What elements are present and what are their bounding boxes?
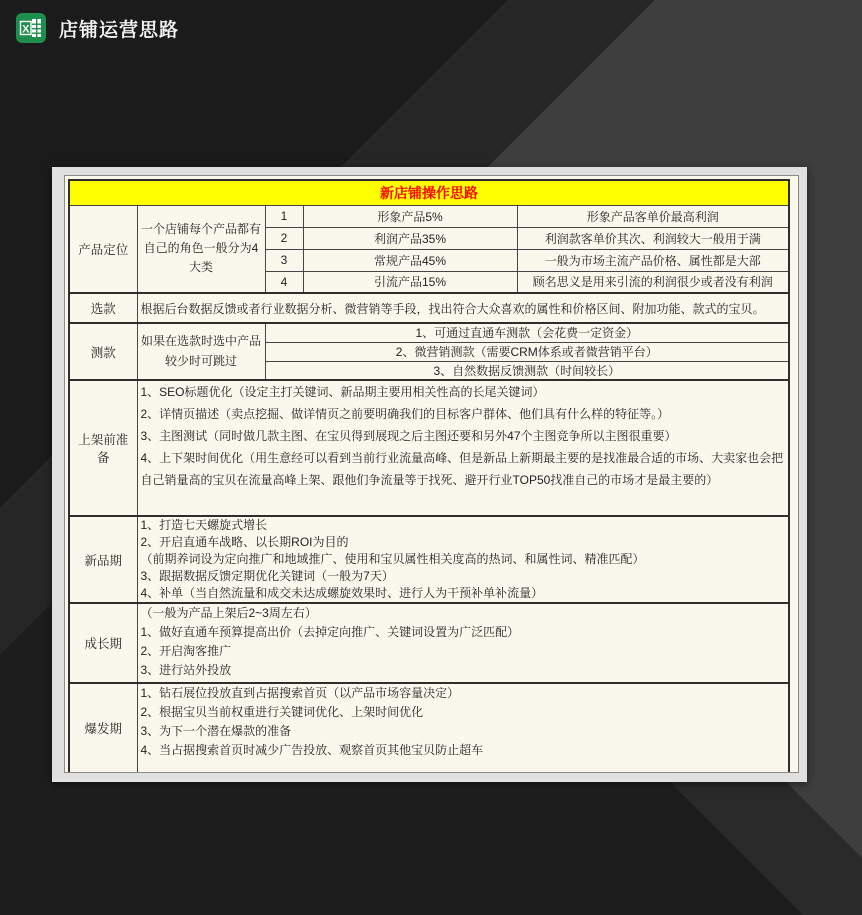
index-cell: 2 (265, 227, 303, 249)
document-card (52, 167, 807, 782)
table-row (69, 683, 789, 773)
testing-method-cell: 3、自然数据反馈测款（时间较长） (265, 361, 789, 380)
growth-steps-cell (137, 603, 789, 683)
share-cell: 形象产品5% (303, 205, 517, 227)
note-cell: 形象产品客单价最高利润 (517, 205, 789, 227)
note-cell: 一般为市场主流产品价格、属性都是大部 (517, 249, 789, 271)
explosion-line: 3、为下一个潜在爆款的准备 (140, 724, 292, 738)
explosion-line: 4、当占据搜索首页时减少广告投放、观察首页其他宝贝防止超车 (140, 743, 484, 757)
spreadsheet (64, 175, 799, 773)
new-product-line: 4、补单（当自然流量和成交未达成螺旋效果时、进行人为干预补单补流量） (140, 586, 544, 600)
page-title: 店铺运营思路 (59, 19, 180, 41)
excel-icon (16, 13, 46, 43)
growth-line: 1、做好直通车预算提高出价（去掉定向推广、关键词设置为广泛匹配） (140, 625, 520, 639)
category-cell: 成长期 (69, 603, 137, 683)
table-row (69, 205, 789, 227)
selection-text-cell: 根据后台数据反馈或者行业数据分析、微营销等手段，找出符合大众喜欢的属性和价格区间、附加功能、款式的宝贝。 (137, 293, 789, 323)
explosion-line: 2、根据宝贝当前权重进行关键词优化、上架时间优化 (140, 705, 424, 719)
index-cell: 4 (265, 271, 303, 293)
table-row (69, 323, 789, 342)
growth-line: 2、开启淘客推广 (140, 644, 232, 658)
index-cell: 1 (265, 205, 303, 227)
testing-method-cell: 1、可通过直通车测款（会花费一定资金） (265, 323, 789, 342)
category-cell: 上架前准备 (69, 380, 137, 516)
growth-line: （一般为产品上架后2~3周左右） (140, 606, 317, 620)
explosion-line: 1、钻石展位投放直到占据搜索首页（以产品市场容量决定） (140, 686, 460, 700)
note-cell: 顾名思义是用来引流的利润很少或者没有利润 (517, 271, 789, 293)
category-cell: 选款 (69, 293, 137, 323)
table-row (69, 380, 789, 516)
table-row (69, 603, 789, 683)
category-cell: 测款 (69, 323, 137, 380)
share-cell: 常规产品45% (303, 249, 517, 271)
table-row (69, 293, 789, 323)
prelaunch-line: 1、SEO标题优化（设定主打关键词、新品期主要用相关性高的长尾关键词） (140, 385, 545, 399)
description-cell: 如果在选款时选中产品较少时可跳过 (137, 323, 265, 380)
explosion-steps-cell (137, 683, 789, 773)
new-product-line: （前期养词设为定向推广和地域推广、使用和宝贝属性相关度高的热词、和属性词、精准匹配） (140, 552, 645, 566)
prelaunch-line: 3、主图测试（同时做几款主图、在宝贝得到展现之后主图还要和另外47个主图竞争所以主图很重要） (140, 429, 677, 443)
index-cell: 3 (265, 249, 303, 271)
table-title: 新店铺操作思路 (69, 180, 789, 205)
new-product-line: 1、打造七天螺旋式增长 (140, 518, 268, 532)
prelaunch-line: 2、详情页描述（卖点挖掘、做详情页之前要明确我们的目标客户群体、他们具有什么样的特征等。） (140, 407, 670, 421)
share-cell: 引流产品15% (303, 271, 517, 293)
category-cell: 新品期 (69, 516, 137, 603)
operation-table (68, 179, 790, 773)
prelaunch-steps-cell (137, 380, 789, 516)
new-product-line: 2、开启直通车战略、以长期ROI为目的 (140, 535, 349, 549)
titlebar (16, 13, 179, 43)
category-cell: 爆发期 (69, 683, 137, 773)
prelaunch-line: 4、上下架时间优化（用生意经可以看到当前行业流量高峰、但是新品上新期最主要的是找准最合适的市场、大卖家也会把自己销量高的宝贝在流量高峰上架、跟他们争流量等于找死、避开行业TOP50找准自己的市场才是最主要的） (140, 451, 784, 487)
svg-text:X: X (22, 23, 30, 36)
table-row (69, 180, 789, 205)
share-cell: 利润产品35% (303, 227, 517, 249)
new-product-steps-cell (137, 516, 789, 603)
growth-line: 3、进行站外投放 (140, 663, 232, 677)
new-product-line: 3、跟据数据反馈定期优化关键词（一般为7天） (140, 569, 394, 583)
category-cell: 产品定位 (69, 205, 137, 293)
note-cell: 利润款客单价其次、利润较大一般用于满 (517, 227, 789, 249)
testing-method-cell: 2、微营销测款（需要CRM体系或者微营销平台） (265, 342, 789, 361)
description-cell: 一个店铺每个产品都有自己的角色一般分为4大类 (137, 205, 265, 293)
table-row (69, 516, 789, 603)
